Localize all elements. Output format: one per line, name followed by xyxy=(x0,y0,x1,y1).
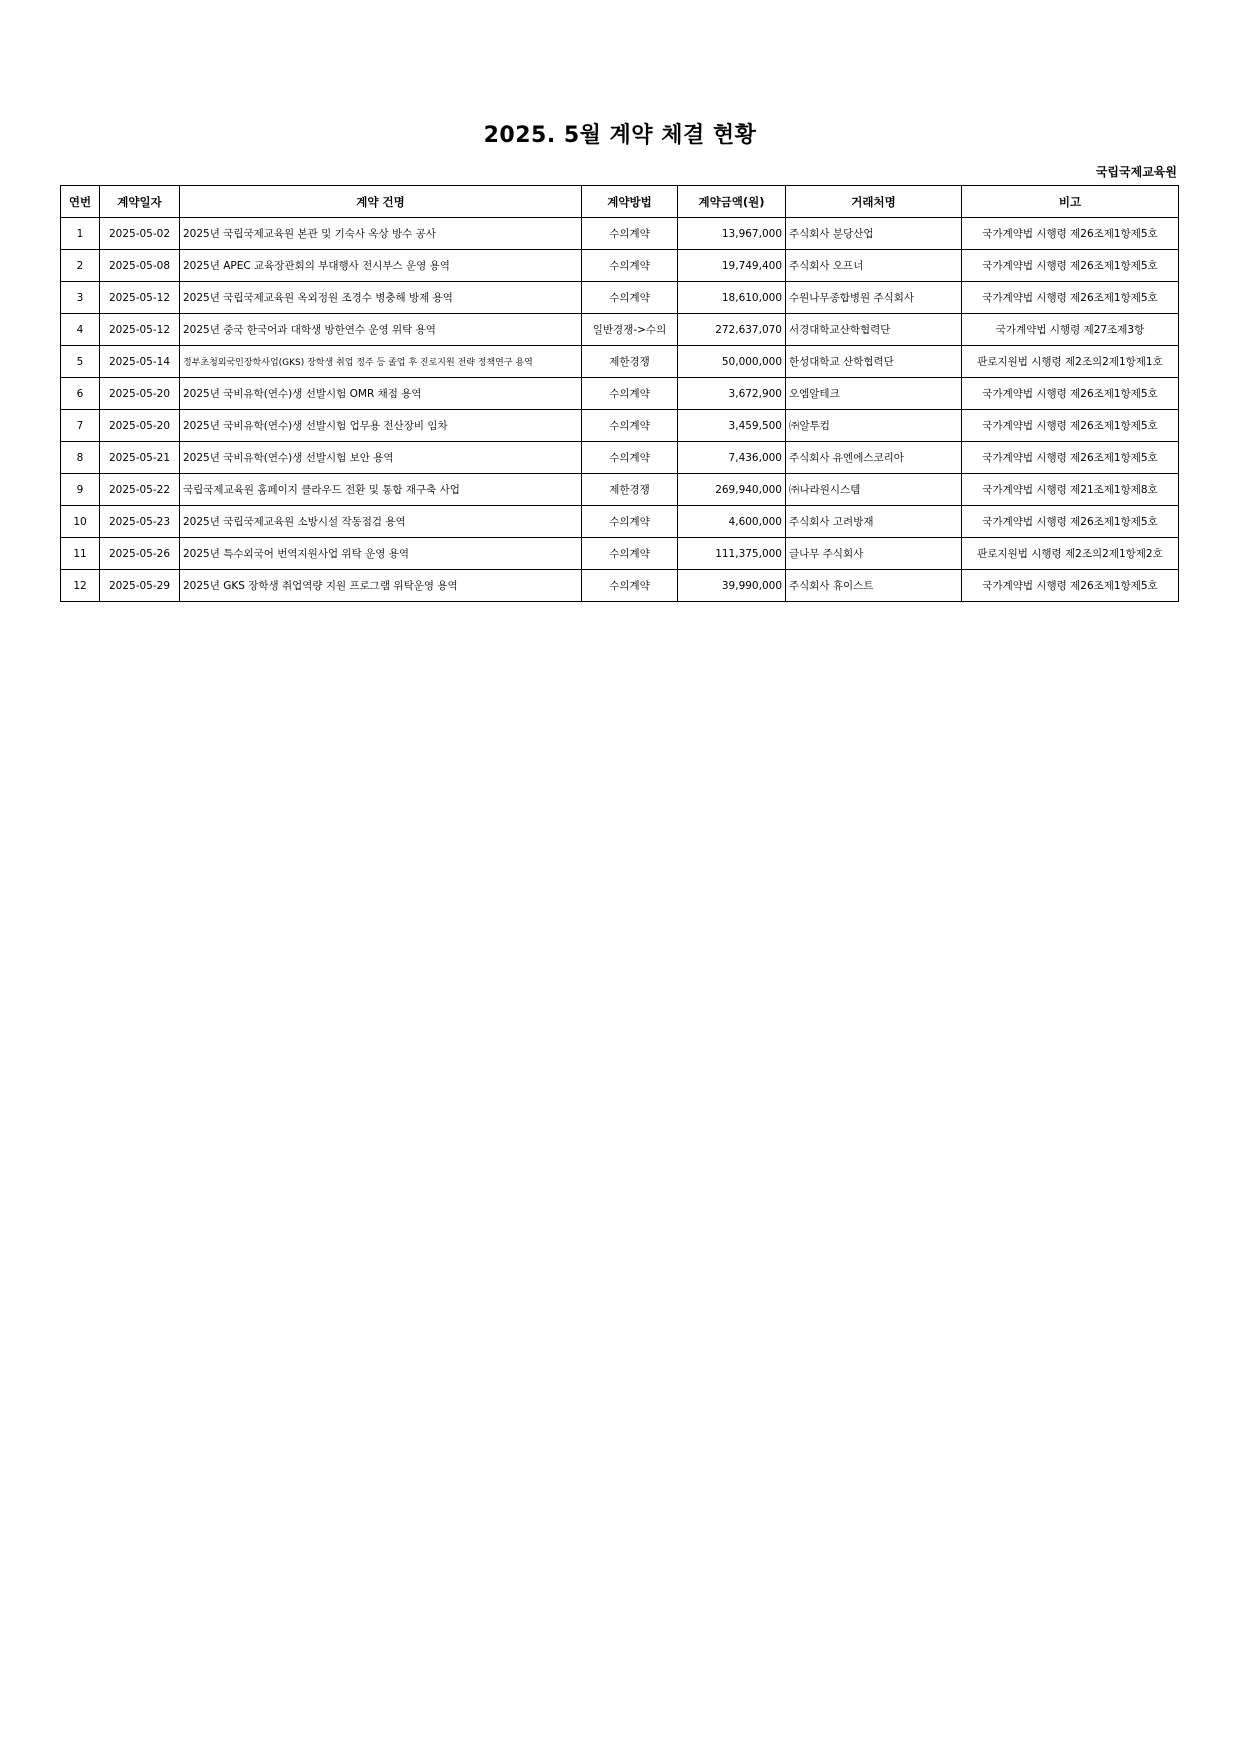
cell-method: 수의계약 xyxy=(582,410,678,442)
cell-no: 8 xyxy=(61,442,100,474)
cell-no: 5 xyxy=(61,346,100,378)
cell-note: 국가계약법 시행령 제26조제1항제5호 xyxy=(962,506,1179,538)
cell-no: 4 xyxy=(61,314,100,346)
cell-contract-name: 정부초청외국인장학사업(GKS) 장학생 취업 정주 등 졸업 후 진로지원 전략 정책연구 용역 xyxy=(180,346,582,378)
cell-amount: 3,672,900 xyxy=(678,378,786,410)
header-no: 연번 xyxy=(61,186,100,218)
cell-vendor: 주식회사 유엔에스코리아 xyxy=(786,442,962,474)
cell-no: 3 xyxy=(61,282,100,314)
table-row xyxy=(61,570,1179,602)
cell-no: 12 xyxy=(61,570,100,602)
cell-date: 2025-05-08 xyxy=(100,250,180,282)
page-title: 2025. 5월 계약 체결 현황 xyxy=(483,123,757,148)
cell-contract-name: 2025년 국립국제교육원 옥외정원 조경수 병충해 방제 용역 xyxy=(180,282,582,314)
cell-date: 2025-05-21 xyxy=(100,442,180,474)
cell-method: 수의계약 xyxy=(582,378,678,410)
cell-no: 2 xyxy=(61,250,100,282)
cell-vendor: 주식회사 오프너 xyxy=(786,250,962,282)
cell-no: 11 xyxy=(61,538,100,570)
cell-contract-name: 2025년 GKS 장학생 취업역량 지원 프로그램 위탁운영 용역 xyxy=(180,570,582,602)
cell-contract-name: 2025년 국비유학(연수)생 선발시험 OMR 채점 용역 xyxy=(180,378,582,410)
organization-name: 국립국제교육원 xyxy=(1095,165,1177,179)
cell-no: 10 xyxy=(61,506,100,538)
table-header-row xyxy=(61,186,1179,218)
cell-vendor: 서경대학교산학협력단 xyxy=(786,314,962,346)
cell-no: 7 xyxy=(61,410,100,442)
cell-note: 국가계약법 시행령 제26조제1항제5호 xyxy=(962,442,1179,474)
cell-amount: 7,436,000 xyxy=(678,442,786,474)
cell-amount: 13,967,000 xyxy=(678,218,786,250)
cell-vendor: 오엠알테크 xyxy=(786,378,962,410)
cell-date: 2025-05-12 xyxy=(100,282,180,314)
cell-no: 1 xyxy=(61,218,100,250)
cell-date: 2025-05-23 xyxy=(100,506,180,538)
cell-vendor: 주식회사 휴이스트 xyxy=(786,570,962,602)
table-row xyxy=(61,538,1179,570)
table-row xyxy=(61,218,1179,250)
cell-vendor: ㈜알투컴 xyxy=(786,410,962,442)
cell-vendor: 글나무 주식회사 xyxy=(786,538,962,570)
header-date: 계약일자 xyxy=(100,186,180,218)
cell-vendor: 주식회사 분당산업 xyxy=(786,218,962,250)
cell-contract-name: 2025년 중국 한국어과 대학생 방한연수 운영 위탁 용역 xyxy=(180,314,582,346)
cell-amount: 50,000,000 xyxy=(678,346,786,378)
cell-contract-name: 국립국제교육원 홈페이지 클라우드 전환 및 통합 재구축 사업 xyxy=(180,474,582,506)
cell-method: 수의계약 xyxy=(582,506,678,538)
cell-date: 2025-05-29 xyxy=(100,570,180,602)
cell-contract-name: 2025년 APEC 교육장관회의 부대행사 전시부스 운영 용역 xyxy=(180,250,582,282)
cell-amount: 272,637,070 xyxy=(678,314,786,346)
cell-amount: 4,600,000 xyxy=(678,506,786,538)
cell-contract-name: 2025년 국립국제교육원 소방시설 작동점검 용역 xyxy=(180,506,582,538)
cell-note: 국가계약법 시행령 제27조제3항 xyxy=(962,314,1179,346)
cell-note: 국가계약법 시행령 제26조제1항제5호 xyxy=(962,282,1179,314)
cell-note: 판로지원법 시행령 제2조의2제1항제1호 xyxy=(962,346,1179,378)
cell-amount: 3,459,500 xyxy=(678,410,786,442)
cell-note: 국가계약법 시행령 제26조제1항제5호 xyxy=(962,378,1179,410)
cell-amount: 39,990,000 xyxy=(678,570,786,602)
cell-vendor: 주식회사 고려방재 xyxy=(786,506,962,538)
cell-method: 수의계약 xyxy=(582,570,678,602)
cell-date: 2025-05-20 xyxy=(100,378,180,410)
cell-note: 판로지원법 시행령 제2조의2제1항제2호 xyxy=(962,538,1179,570)
header-vendor: 거래처명 xyxy=(786,186,962,218)
cell-contract-name: 2025년 특수외국어 번역지원사업 위탁 운영 용역 xyxy=(180,538,582,570)
table-row xyxy=(61,346,1179,378)
cell-no: 6 xyxy=(61,378,100,410)
cell-note: 국가계약법 시행령 제26조제1항제5호 xyxy=(962,570,1179,602)
cell-note: 국가계약법 시행령 제26조제1항제5호 xyxy=(962,410,1179,442)
cell-date: 2025-05-22 xyxy=(100,474,180,506)
cell-amount: 111,375,000 xyxy=(678,538,786,570)
cell-vendor: 한성대학교 산학협력단 xyxy=(786,346,962,378)
header-note: 비고 xyxy=(962,186,1179,218)
cell-no: 9 xyxy=(61,474,100,506)
cell-date: 2025-05-02 xyxy=(100,218,180,250)
cell-date: 2025-05-20 xyxy=(100,410,180,442)
cell-method: 제한경쟁 xyxy=(582,474,678,506)
cell-vendor: 수원나무종합병원 주식회사 xyxy=(786,282,962,314)
cell-method: 수의계약 xyxy=(582,442,678,474)
cell-amount: 269,940,000 xyxy=(678,474,786,506)
table-row xyxy=(61,314,1179,346)
cell-method: 일반경쟁->수의 xyxy=(582,314,678,346)
cell-method: 수의계약 xyxy=(582,538,678,570)
cell-note: 국가계약법 시행령 제26조제1항제5호 xyxy=(962,218,1179,250)
table-row xyxy=(61,250,1179,282)
header-contract-name: 계약 건명 xyxy=(180,186,582,218)
cell-date: 2025-05-14 xyxy=(100,346,180,378)
table-row xyxy=(61,442,1179,474)
cell-note: 국가계약법 시행령 제21조제1항제8호 xyxy=(962,474,1179,506)
cell-note: 국가계약법 시행령 제26조제1항제5호 xyxy=(962,250,1179,282)
table-row xyxy=(61,506,1179,538)
header-amount: 계약금액(원) xyxy=(678,186,786,218)
cell-date: 2025-05-12 xyxy=(100,314,180,346)
cell-contract-name: 2025년 국비유학(연수)생 선발시험 보안 용역 xyxy=(180,442,582,474)
table-row xyxy=(61,282,1179,314)
cell-date: 2025-05-26 xyxy=(100,538,180,570)
cell-contract-name: 2025년 국비유학(연수)생 선발시험 업무용 전산장비 임차 xyxy=(180,410,582,442)
cell-method: 수의계약 xyxy=(582,218,678,250)
cell-amount: 18,610,000 xyxy=(678,282,786,314)
cell-method: 제한경쟁 xyxy=(582,346,678,378)
cell-method: 수의계약 xyxy=(582,250,678,282)
header-method: 계약방법 xyxy=(582,186,678,218)
table-row xyxy=(61,474,1179,506)
cell-contract-name: 2025년 국립국제교육원 본관 및 기숙사 옥상 방수 공사 xyxy=(180,218,582,250)
table-body xyxy=(61,218,1179,602)
table-row xyxy=(61,378,1179,410)
cell-method: 수의계약 xyxy=(582,282,678,314)
table-row xyxy=(61,410,1179,442)
contracts-table xyxy=(60,185,1179,602)
cell-vendor: ㈜나라원시스템 xyxy=(786,474,962,506)
cell-amount: 19,749,400 xyxy=(678,250,786,282)
